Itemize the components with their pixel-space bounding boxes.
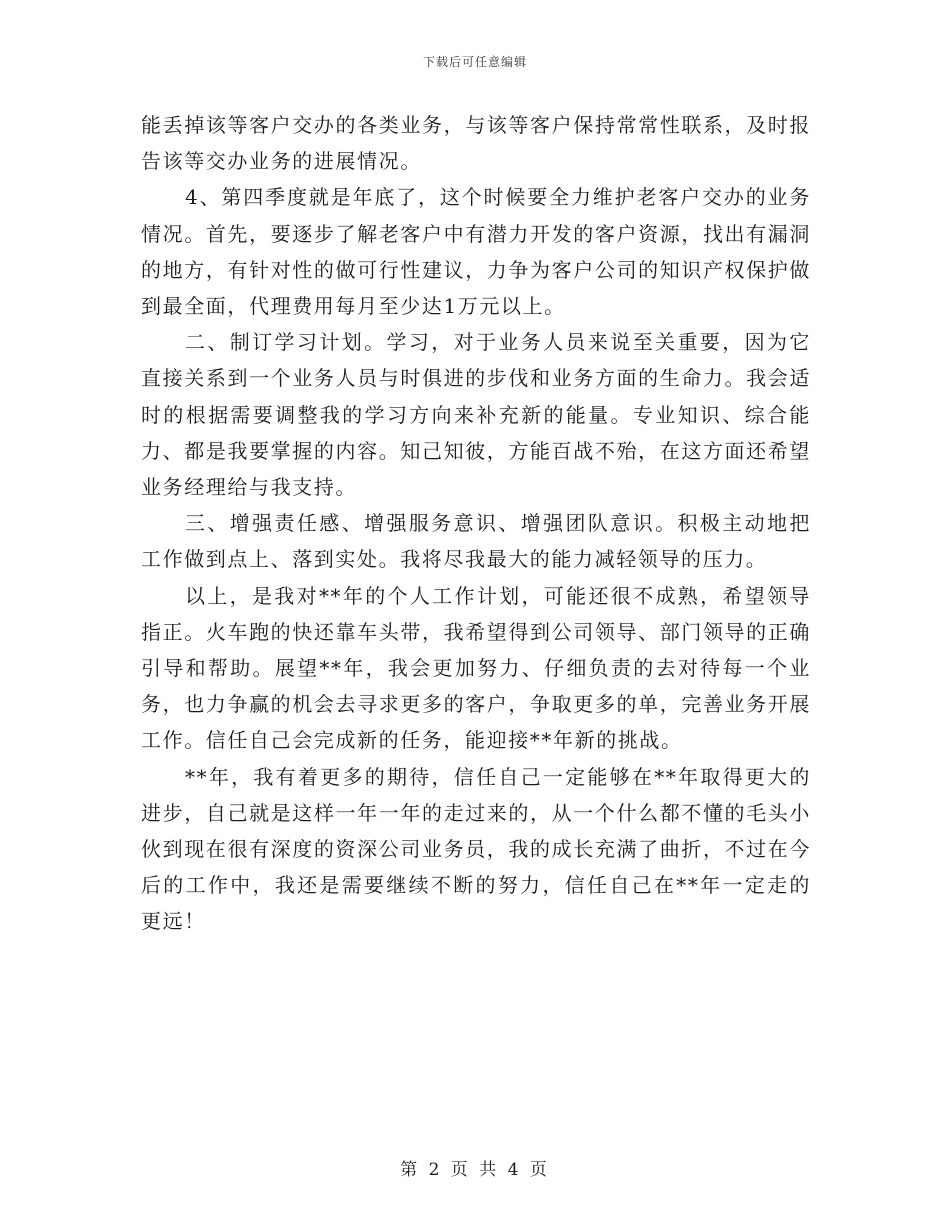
paragraph-3: 二、制订学习计划。学习，对于业务人员来说至关重要，因为它直接关系到一个业务人员与时俱进的步伐和业务方面的生命力。我会适时的根据需要调整我的学习方向来补充新的能量。专业知识、综合能力、都是我要掌握的内容。知己知彼，方能百战不殆，在这方面还希望业务经理给与我支持。	[141, 330, 811, 500]
paragraph-2: 4、第四季度就是年底了，这个时候要全力维护老客户交办的业务情况。首先，要逐步了解老客户中有潜力开发的客户资源，找出有漏洞的地方，有针对性的做可行性建议，力争为客户公司的知识产权保护做到最全面，代理费用每月至少达1万元以上。	[141, 185, 811, 319]
document-body	[141, 107, 811, 940]
paragraph-5: 以上，是我对**年的个人工作计划，可能还很不成熟，希望领导指正。火车跑的快还靠车头带，我希望得到公司领导、部门领导的正确引导和帮助。展望**年，我会更加努力、仔细负责的去对待每一个业务，也力争赢的机会去寻求更多的客户，争取更多的单，完善业务开展工作。信任自己会完成新的任务，能迎接**年新的挑战。	[141, 583, 811, 753]
paragraph-6: **年，我有着更多的期待，信任自己一定能够在**年取得更大的进步，自己就是这样一年一年的走过来的，从一个什么都不懂的毛头小伙到现在很有深度的资深公司业务员，我的成长充满了曲折，不过在今后的工作中，我还是需要继续不断的努力，信任自己在**年一定走的更远！	[141, 764, 811, 934]
page-number-footer: 第 2 页 共 4 页	[400, 1160, 550, 1180]
header-note: 下载后可任意编辑	[422, 55, 527, 69]
paragraph-1: 能丢掉该等客户交办的各类业务，与该等客户保持常常性联系，及时报告该等交办业务的进展情况。	[141, 113, 811, 174]
paragraph-4: 三、增强责任感、增强服务意识、增强团队意识。积极主动地把工作做到点上、落到实处。我将尽我最大的能力减轻领导的压力。	[141, 511, 811, 572]
